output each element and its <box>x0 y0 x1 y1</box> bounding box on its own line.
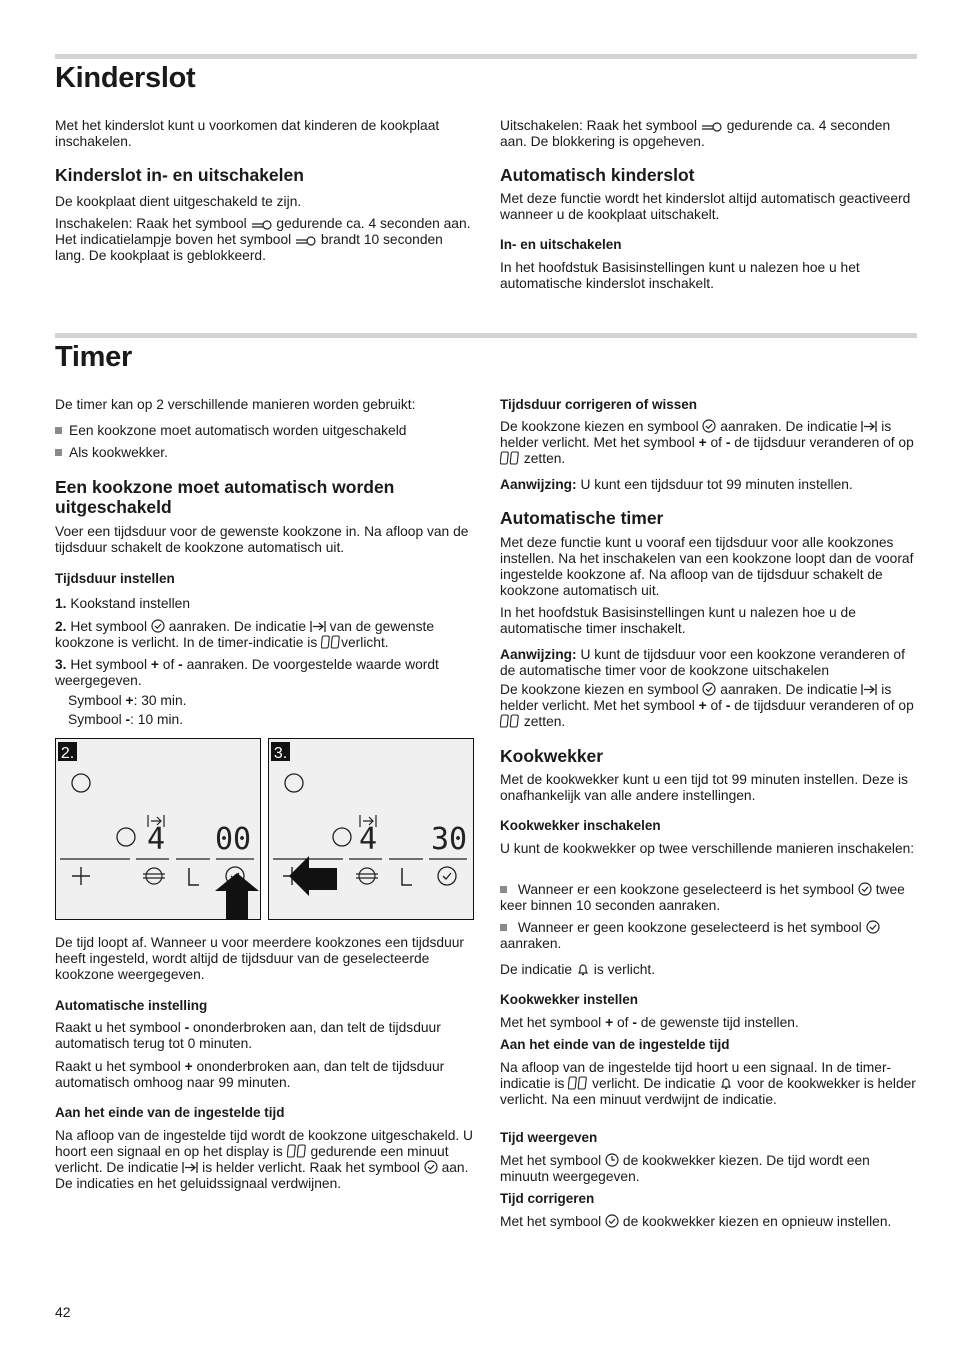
display-00-icon <box>287 1144 307 1158</box>
zone-display: 4 <box>146 822 166 857</box>
kookwekker-heading: Kookwekker <box>500 746 604 766</box>
auto-timer-p1: Met deze functie kunt u vooraf een tijdsduur voor alle kookzones instellen. Na het inschakelen van een kookzone loopt dan de vooraf ingestelde kookzone af. Na afloop van de tijdsduur schakelt de kookzone automatisch uit. <box>500 535 914 598</box>
kinderslot-uit: Uitschakelen: Raak het symbool gedurende ca. 4 seconden aan. De blokkering is opgeheven. <box>500 118 891 149</box>
timer-icon <box>702 419 716 433</box>
auto-kinderslot-p: Met deze functie wordt het kinderslot altijd automatisch geactiveerd wanneer u de kookplaat uitschakelt. <box>500 191 911 222</box>
einde-p: Na afloop van de ingestelde tijd wordt de kookzone uitgeschakeld. U hoort een signaal en op het display is gedurende een minuut verlicht. De indicatie is helder verlicht. Raak het symbool aan. De indicaties en het geluidssignaal verdwijnen. <box>55 1128 474 1191</box>
kookwekker-bullet-2: Wanneer er geen kookzone geselecteerd is het symbool aanraken. <box>500 920 915 952</box>
key-lock-icon <box>251 220 273 230</box>
kookwekker-inschakelen-p: U kunt de kookwekker op twee verschillende manieren inschakelen: <box>500 841 915 856</box>
control-panel-figure-2 <box>55 738 261 920</box>
note-2: Aanwijzing: U kunt de tijdsduur voor een kookzone veranderen of de automatische timer voor de kookzone uitschakelen <box>500 647 905 678</box>
auto-timer-heading: Automatische timer <box>500 508 664 528</box>
display-00-icon <box>321 635 341 649</box>
corrigeren-heading: Tijdsduur corrigeren of wissen <box>500 397 698 412</box>
kookwekker-bullet-1: Wanneer er een kookzone geselecteerd is het symbool twee keer binnen 10 seconden aanraken. <box>500 882 915 914</box>
section-rule <box>55 54 917 59</box>
timer-icon <box>858 882 872 896</box>
timer-icon <box>605 1214 619 1228</box>
panel-label: 2. <box>60 745 75 762</box>
auto-instelling-p1: Raakt u het symbool - ononderbroken aan, dan telt de tijdsduur automatisch terug tot 0 minuten. <box>55 1020 441 1051</box>
timer-icon <box>866 920 880 934</box>
kinderslot-inuit-heading: Kinderslot in- en uitschakelen <box>55 165 304 185</box>
tijd-corrigeren-p: Met het symbool de kookwekker kiezen en opnieuw instellen. <box>500 1214 892 1229</box>
timer-bullet-2: Als kookwekker. <box>55 445 475 461</box>
timer-intro: De timer kan op 2 verschillende manieren worden gebruikt: <box>55 397 416 412</box>
bell-icon <box>576 962 590 976</box>
section-rule <box>55 333 917 338</box>
timer-icon <box>702 682 716 696</box>
display-00-icon <box>500 451 520 465</box>
note-1: Aanwijzing: U kunt een tijdsduur tot 99 minuten instellen. <box>500 477 853 492</box>
timer-indicator-icon <box>310 620 326 633</box>
corrigeren-p: De kookzone kiezen en symbool aanraken. De indicatie is helder verlicht. Met het symbool + of - de tijdsduur veranderen of op zetten. <box>500 419 914 466</box>
kinderslot-intro: Met het kinderslot kunt u voorkomen dat kinderen de kookplaat inschakelen. <box>55 118 440 149</box>
auto-kinderslot-sub-p: In het hoofdstuk Basisinstellingen kunt u nalezen hoe u het automatische kinderslot inschakelt. <box>500 260 860 291</box>
timer-indicator-icon <box>861 683 877 696</box>
timer-title: Timer <box>55 341 132 373</box>
key-lock-icon <box>295 236 317 246</box>
after-figure-p: De tijd loopt af. Wanneer u voor meerdere kookzones een tijdsduur heeft ingesteld, wordt altijd de tijdsduur van de geselecteerde kookzone weergegeven. <box>55 935 465 982</box>
auto-timer-p2: In het hoofdstuk Basisinstellingen kunt u nalezen hoe u de automatische timer inschakelt. <box>500 605 856 636</box>
einde-heading: Aan het einde van de ingestelde tijd <box>55 1105 285 1120</box>
kookwekker-instellen-heading: Kookwekker instellen <box>500 992 639 1007</box>
tijd-weergeven-p: Met het symbool de kookwekker kiezen. De tijd wordt een minuutn weergegeven. <box>500 1153 870 1184</box>
auto-instelling-heading: Automatische instelling <box>55 998 208 1013</box>
key-lock-icon <box>701 122 723 132</box>
timer-icon <box>424 1160 438 1174</box>
arrow-up-icon <box>215 873 259 919</box>
auto-timer-p3: De kookzone kiezen en symbool aanraken. De indicatie is helder verlicht. Met het symbool + of - de tijdsduur veranderen of op zetten. <box>500 682 914 729</box>
kinderslot-inuit-p2: Inschakelen: Raak het symbool gedurende ca. 4 seconden aan. Het indicatielampje boven het symbool brandt 10 seconden lang. De kookplaat is geblokkeerd. <box>55 216 471 263</box>
tijd-corrigeren-heading: Tijd corrigeren <box>500 1191 595 1206</box>
display-00-icon <box>500 714 520 728</box>
kookwekker-instellen-p: Met het symbool + of - de gewenste tijd instellen. <box>500 1015 799 1030</box>
auto-instelling-p2: Raakt u het symbool + ononderbroken aan, dan telt de tijdsduur automatisch omhoog naar 99 minuten. <box>55 1059 445 1090</box>
time-display: 30 <box>430 822 468 857</box>
tijd-weergeven-heading: Tijd weergeven <box>500 1130 598 1145</box>
bell-icon <box>719 1076 733 1090</box>
zone-display: 4 <box>358 822 378 857</box>
panel-label: 3. <box>273 745 288 762</box>
step-3: 3. Het symbool + of - aanraken. De voorgestelde waarde wordt weergegeven. <box>55 657 439 688</box>
timer-indicator-icon <box>861 420 877 433</box>
clock-icon <box>605 1153 619 1167</box>
symbol-plus-line: Symbool +: 30 min. <box>68 693 187 708</box>
step-2: 2. Het symbool aanraken. De indicatie van de gewenste kookzone is verlicht. In de timer-indicatie is verlicht. <box>55 619 434 650</box>
kookwekker-indicatie: De indicatie is verlicht. <box>500 962 656 977</box>
kookwekker-einde-p: Na afloop van de ingestelde tijd hoort u een signaal. In de timer-indicatie is verlicht. De indicatie voor de kookwekker is helder verlicht. Na een minuut verdwijnt de indicatie. <box>500 1060 916 1107</box>
kookzone-heading: Een kookzone moet automatisch worden uitgeschakeld <box>55 477 395 517</box>
arrow-left-icon <box>289 856 337 896</box>
kookwekker-inschakelen-heading: Kookwekker inschakelen <box>500 818 661 833</box>
kookwekker-p: Met de kookwekker kunt u een tijd tot 99 minuten instellen. Deze is onafhankelijk van alle andere instellingen. <box>500 772 908 803</box>
timer-bullet-1: Een kookzone moet automatisch worden uitgeschakeld <box>55 423 475 439</box>
kookzone-p: Voer een tijdsduur voor de gewenste kookzone in. Na afloop van de tijdsduur schakelt de kookzone automatisch uit. <box>55 524 469 555</box>
symbol-minus-line: Symbool -: 10 min. <box>68 712 184 727</box>
control-panel-figure-3 <box>268 738 474 920</box>
kinderslot-title: Kinderslot <box>55 62 196 94</box>
tijdsduur-instellen-heading: Tijdsduur instellen <box>55 571 175 586</box>
timer-indicator-icon <box>182 1161 198 1174</box>
time-display: 00 <box>214 822 252 857</box>
auto-kinderslot-sub: In- en uitschakelen <box>500 237 622 252</box>
auto-kinderslot-heading: Automatisch kinderslot <box>500 165 695 185</box>
kookwekker-einde-heading: Aan het einde van de ingestelde tijd <box>500 1037 730 1052</box>
timer-icon <box>151 619 165 633</box>
display-00-icon <box>568 1076 588 1090</box>
kinderslot-inuit-p1: De kookplaat dient uitgeschakeld te zijn. <box>55 194 302 209</box>
step-1: 1. Kookstand instellen <box>55 596 191 611</box>
page-number: 42 <box>55 1304 71 1320</box>
